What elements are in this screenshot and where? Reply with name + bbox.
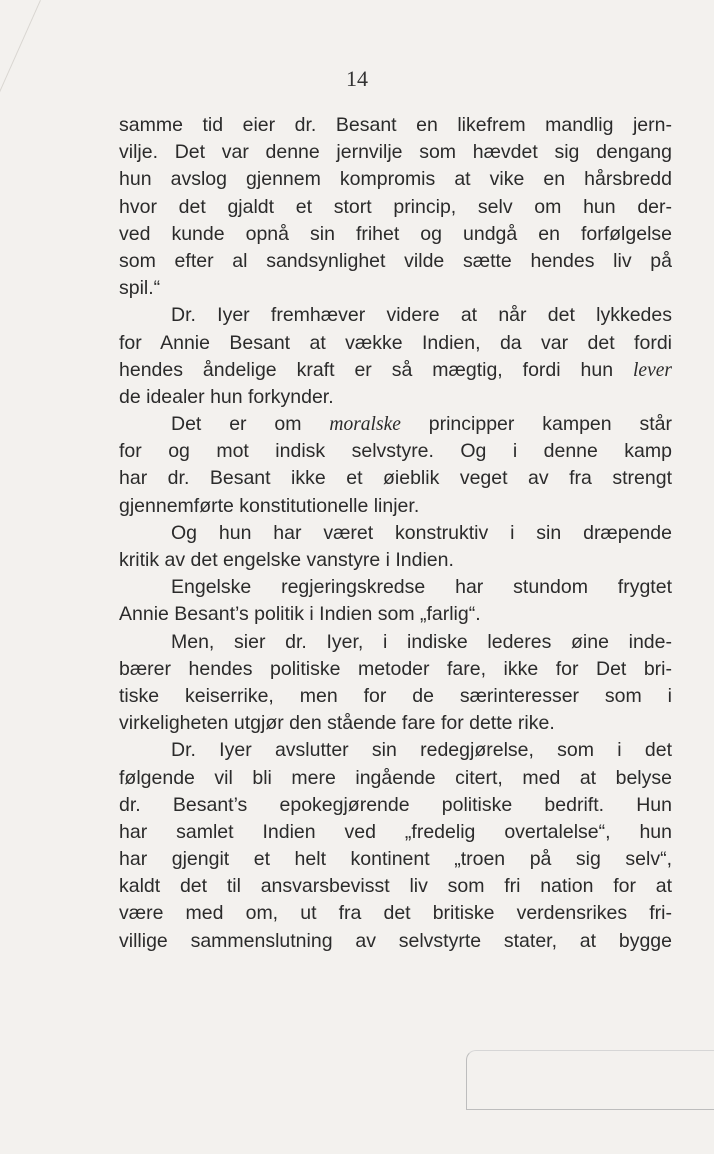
text-line <box>119 438 672 465</box>
text-line <box>119 792 672 819</box>
text-run: hendes åndelige kraft er så mægtig, fordi hun <box>119 358 634 381</box>
text-run: for og mot indisk selvstyre. Og i denne kamp <box>119 440 672 463</box>
text-run: som efter al sandsynlighet vilde sætte hendes liv på <box>119 249 672 272</box>
text-line <box>119 873 672 900</box>
body-text <box>119 112 672 955</box>
text-line <box>119 928 672 955</box>
text-run: dr. Besant’s epokegjørende politiske bedrift. Hun <box>119 793 672 816</box>
text-run: hun avslog gjennem kompromis at vike en hårsbredd <box>119 168 672 191</box>
text-line <box>119 547 672 574</box>
page-number: 14 <box>346 66 368 91</box>
text-line <box>119 330 672 357</box>
text-line <box>119 819 672 846</box>
text-line <box>119 112 672 139</box>
text-run: principper kampen står <box>400 413 673 436</box>
text-run: bærer hendes politiske metoder fare, ikke for Det bri- <box>119 657 672 680</box>
text-line <box>119 221 672 248</box>
text-line <box>119 765 672 792</box>
text-line <box>119 656 672 683</box>
text-run: kaldt det til ansvarsbevisst liv som fri nation for at <box>119 875 672 898</box>
text-run: har gjengit et helt kontinent „troen på sig selv“, <box>119 848 672 871</box>
text-line <box>119 737 672 764</box>
text-run: Annie Besant’s politik i Indien som „farlig“. <box>119 603 481 626</box>
text-line <box>119 166 672 193</box>
text-line <box>119 493 672 520</box>
text-line <box>119 574 672 601</box>
text-run: Og hun har været konstruktiv i sin dræpende <box>171 521 672 544</box>
text-run: vilje. Det var denne jernvilje som hævdet sig dengang <box>119 141 672 164</box>
text-run: Men, sier dr. Iyer, i indiske lederes øine inde- <box>171 630 672 653</box>
text-line <box>119 139 672 166</box>
text-line <box>119 629 672 656</box>
text-run: gjennemførte konstitutionelle linjer. <box>119 494 420 517</box>
emphasized-word: lever <box>633 359 672 381</box>
text-run: Det er om <box>171 413 330 436</box>
text-line <box>119 601 672 628</box>
text-run: har dr. Besant ikke et øieblik veget av fra strengt <box>119 467 672 490</box>
text-line <box>119 384 672 411</box>
emphasized-word: moralske <box>329 414 401 436</box>
text-line <box>119 302 672 329</box>
text-line <box>119 520 672 547</box>
text-run: følgende vil bli mere ingående citert, med at belyse <box>119 766 672 789</box>
text-run: for Annie Besant at vække Indien, da var det fordi <box>119 331 672 354</box>
text-line <box>119 683 672 710</box>
text-line <box>119 194 672 221</box>
text-line <box>119 275 672 302</box>
text-line <box>119 248 672 275</box>
text-run: Dr. Iyer avslutter sin redegjørelse, som i det <box>171 739 672 762</box>
text-run: samme tid eier dr. Besant en likefrem mandlig jern- <box>119 114 672 136</box>
text-run: villige sammenslutning av selvstyrte stater, at bygge <box>119 929 672 952</box>
text-run: de idealer hun forkynder. <box>119 385 334 408</box>
text-run: ved kunde opnå sin frihet og undgå en forfølgelse <box>119 222 672 245</box>
text-run: hvor det gjaldt et stort princip, selv om hun der- <box>119 195 672 218</box>
text-line <box>119 465 672 492</box>
text-line <box>119 411 672 438</box>
text-run: har samlet Indien ved „fredelig overtalelse“, hun <box>119 820 672 843</box>
text-line <box>119 710 672 737</box>
text-run: tiske keiserrike, men for de særinteresser som i <box>119 684 672 707</box>
text-line <box>119 900 672 927</box>
text-run: kritik av det engelske vanstyre i Indien. <box>119 549 454 571</box>
text-run: være med om, ut fra det britiske verdensrikes fri- <box>119 902 672 925</box>
corner-mark <box>466 1050 714 1110</box>
text-run: Engelske regjeringskredse har stundom frygtet <box>171 576 672 599</box>
text-run: Dr. Iyer fremhæver videre at når det lykkedes <box>171 304 672 327</box>
text-run: spil.“ <box>119 277 161 300</box>
text-line <box>119 357 672 384</box>
text-line <box>119 846 672 873</box>
text-run: virkeligheten utgjør den stående fare for dette rike. <box>119 712 555 735</box>
